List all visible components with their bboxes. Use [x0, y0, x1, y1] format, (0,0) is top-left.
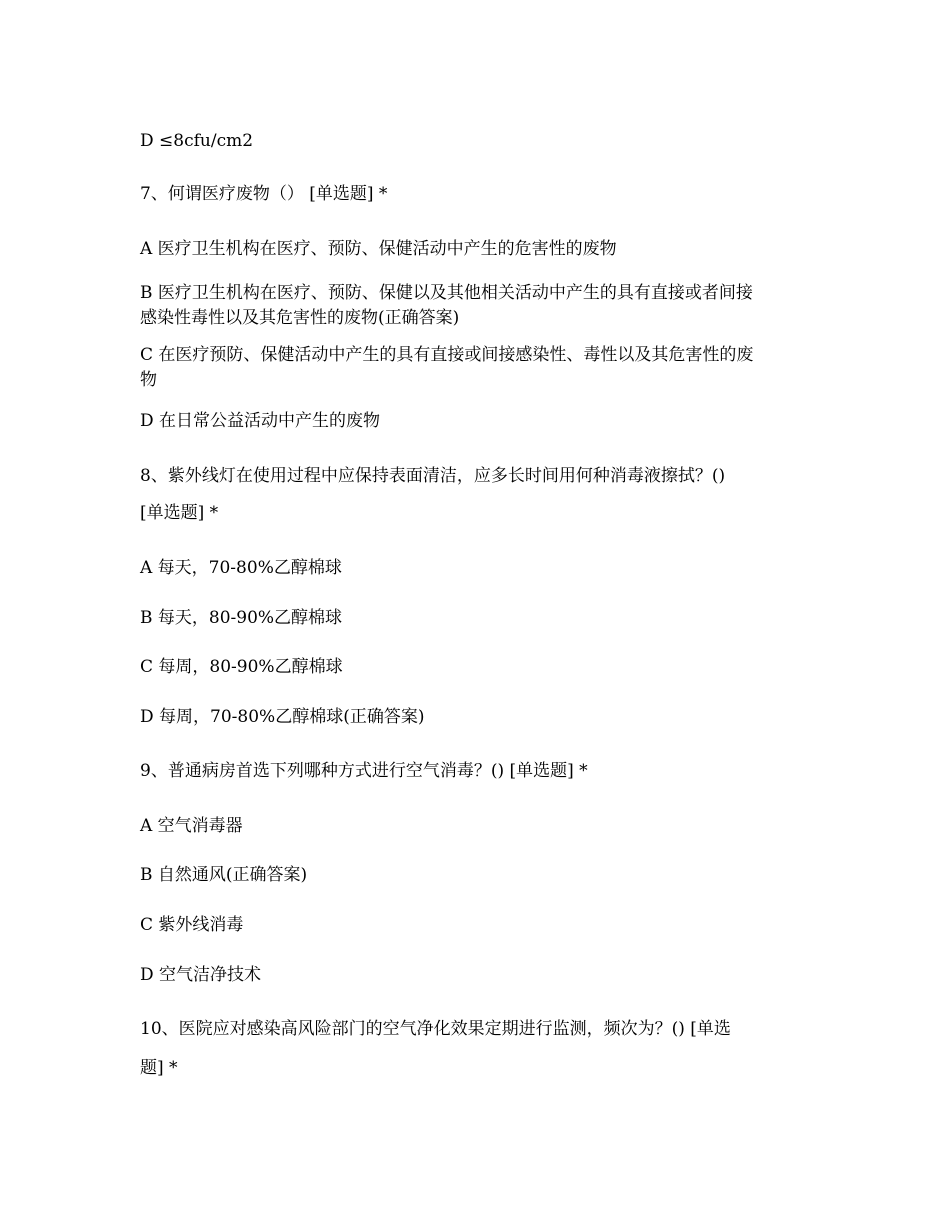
q9-option-d: D 空气洁净技术 — [140, 965, 262, 985]
question-8-title-line1: 8、紫外线灯在使用过程中应保持表面清洁，应多长时间用何种消毒液擦拭？() — [140, 466, 726, 486]
option-d-q6: D ≤8cfu/cm2 — [140, 131, 254, 151]
q8-option-d: D 每周，70-80%乙醇棉球(正确答案) — [140, 707, 425, 727]
question-10-title-line1: 10、医院应对感染高风险部门的空气净化效果定期进行监测，频次为？() [单选 — [140, 1019, 731, 1039]
q9-option-b: B 自然通风(正确答案) — [140, 865, 308, 885]
q7-option-d: D 在日常公益活动中产生的废物 — [140, 411, 381, 431]
q8-option-c: C 每周，80-90%乙醇棉球 — [140, 657, 343, 677]
question-9-title: 9、普通病房首选下列哪种方式进行空气消毒？() [单选题] * — [140, 761, 588, 781]
question-10-title-line2: 题] * — [140, 1058, 178, 1078]
q7-option-c-line1: C 在医疗预防、保健活动中产生的具有直接或间接感染性、毒性以及其危害性的废 — [140, 345, 754, 365]
q8-option-b: B 每天，80-90%乙醇棉球 — [140, 608, 343, 628]
q7-option-b-line2: 感染性毒性以及其危害性的废物(正确答案) — [140, 308, 460, 328]
q7-option-b-line1: B 医疗卫生机构在医疗、预防、保健以及其他相关活动中产生的具有直接或者间接 — [140, 283, 753, 303]
q9-option-c: C 紫外线消毒 — [140, 915, 244, 935]
q7-option-a: A 医疗卫生机构在医疗、预防、保健活动中产生的危害性的废物 — [140, 239, 617, 259]
question-7-title: 7、何谓医疗废物（） [单选题] * — [140, 184, 388, 204]
q8-option-a: A 每天，70-80%乙醇棉球 — [140, 558, 342, 578]
question-8-title-line2: [单选题] * — [140, 503, 219, 523]
q9-option-a: A 空气消毒器 — [140, 816, 243, 836]
q7-option-c-line2: 物 — [140, 370, 157, 390]
